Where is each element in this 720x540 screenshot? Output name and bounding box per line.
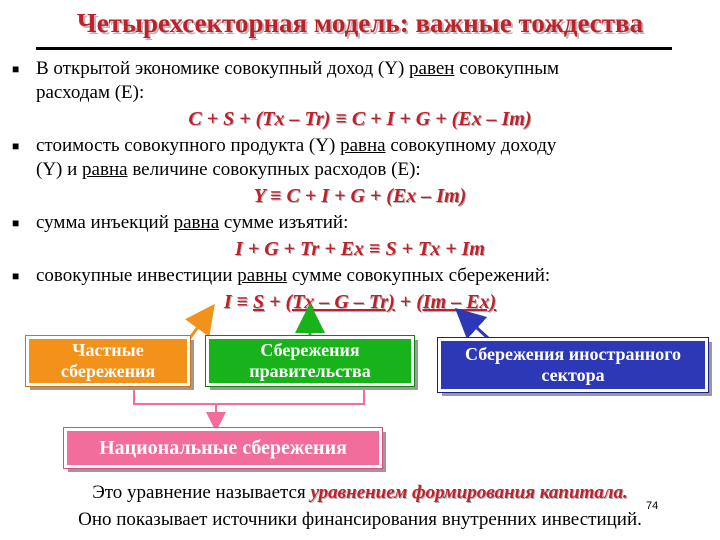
bullet-1-line-2: расходам (E): — [36, 82, 145, 103]
bracket-national — [134, 390, 364, 404]
formula-1: C + S + (Tx – Tr) ≡ C + I + G + (Ex – Im) — [188, 108, 532, 130]
bullet-2-line-1: стоимость совокупного продукта (Y) равна совокупному доходу — [36, 135, 557, 156]
bullet-marker-1: ■ — [12, 62, 20, 76]
formula-4: I ≡ S + (Tx – G – Tr) + (Im – Ex) — [223, 291, 497, 313]
bullet-2-line-2: (Y) и равна величине совокупных расходов (E): — [36, 159, 421, 180]
arrow-private-to-s — [190, 316, 206, 338]
bullet-marker-4: ■ — [12, 269, 20, 283]
page-number: 74 — [646, 500, 659, 512]
bullet-marker-3: ■ — [12, 216, 20, 230]
bottom-line-2: Оно показывает источники финансирования внутренних инвестиций. — [78, 509, 642, 530]
formula-3: I + G + Tr + Ex ≡ S + Tx + Im — [235, 238, 485, 260]
bullet-marker-2: ■ — [12, 139, 20, 153]
bullet-3-line-1: сумма инъекций равна сумме изъятий: — [36, 212, 349, 233]
government-savings-box: Сбережения правительства — [206, 336, 414, 386]
formula-2: Y ≡ C + I + G + (Ex – Im) — [253, 185, 467, 207]
bullet-4-line-1: совокупные инвестиции равны сумме совокупных сбережений: — [36, 265, 551, 286]
bottom-line-1: Это уравнение называется уравнением формирования капитала. — [92, 482, 628, 503]
arrow-foreign-to-f — [466, 318, 488, 338]
bullet-1-line-1: В открытой экономике совокупный доход (Y) равен совокупным — [36, 58, 560, 79]
slide-title: Четырехсекторная модель: важные тождества — [76, 8, 644, 38]
private-savings-box: Частные сбережения — [26, 336, 190, 386]
national-savings-box: Национальные сбережения — [64, 428, 382, 468]
foreign-savings-box: Сбережения иностранного сектора — [438, 338, 708, 392]
